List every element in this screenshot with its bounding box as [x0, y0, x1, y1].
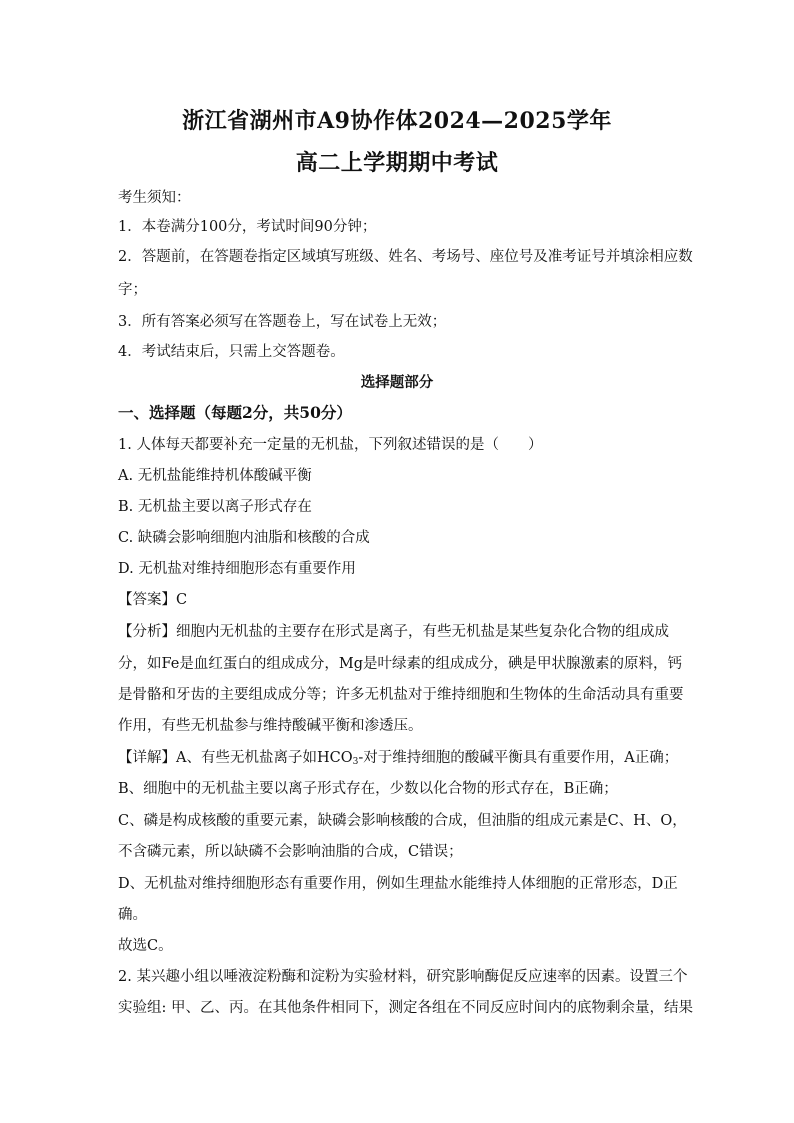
detail-a-text: 【详解】A、有些无机盐离子如HCO	[118, 750, 353, 766]
analysis-line: 分，如Fe是血红蛋白的组成成分，Mg是叶绿素的组成成分，碘是甲状腺激素的原料，钙	[118, 656, 682, 672]
analysis-line: 是骨骼和牙齿的主要组成成分等；许多无机盐对于维持细胞和生物体的生命活动具有重要	[118, 687, 684, 703]
exam-title-line2: 高二上学期期中考试	[295, 150, 499, 176]
detail-line: 不含磷元素，所以缺磷不会影响油脂的合成，C错误；	[118, 844, 463, 860]
detail-line-a	[118, 748, 683, 772]
detail-line: D、无机盐对维持细胞形态有重要作用，例如生理盐水能维持人体细胞的正常形态，D正	[118, 876, 678, 892]
question-1-stem: 1. 人体每天都要补充一定量的无机盐，下列叙述错误的是（ ）	[118, 437, 543, 453]
question-1-option-a: A. 无机盐能维持机体酸碱平衡	[118, 468, 312, 484]
notice-item: 1．本卷满分100分，考试时间90分钟；	[118, 219, 377, 235]
question-2-line: 2. 某兴趣小组以唾液淀粉酶和淀粉为实验材料，研究影响酶促反应速率的因素。设置三个	[118, 969, 688, 985]
detail-line: 确。	[118, 907, 147, 923]
part-title: 选择题部分	[360, 374, 434, 391]
notice-item: 4．考试结束后，只需上交答题卷。	[118, 344, 345, 360]
notice-item: 2．答题前，在答题卷指定区域填写班级、姓名、考场号、座位号及准考证号并填涂相应数	[118, 249, 693, 265]
notice-heading: 考生须知：	[118, 190, 191, 206]
question-1-answer: 【答案】C	[118, 592, 188, 608]
detail-conclusion: 故选C。	[118, 938, 173, 954]
question-1-option-d: D. 无机盐对维持细胞形态有重要作用	[118, 561, 356, 577]
section-heading: 一、选择题（每题2分，共50分）	[118, 403, 352, 422]
detail-a-subscript: 3	[352, 757, 359, 767]
exam-title-line1: 浙江省湖州市A9协作体2024—2025学年	[182, 108, 612, 134]
detail-line: B、细胞中的无机盐主要以离子形式存在，少数以化合物的形式存在，B正确；	[118, 781, 618, 797]
detail-a-text-rest: -对于维持细胞的酸碱平衡具有重要作用，A正确；	[358, 750, 679, 766]
question-1-option-b: B. 无机盐主要以离子形式存在	[118, 499, 312, 515]
detail-line: C、磷是构成核酸的重要元素，缺磷会影响核酸的合成，但油脂的组成元素是C、H、O，	[118, 813, 687, 829]
analysis-line: 【分析】细胞内无机盐的主要存在形式是离子，有些无机盐是某些复杂化合物的组成成	[118, 624, 669, 640]
question-2-line: 实验组: 甲、乙、丙。在其他条件相同下，测定各组在不同反应时间内的底物剩余量，结果	[118, 1000, 693, 1016]
notice-item: 3．所有答案必须写在答题卷上，写在试卷上无效；	[118, 314, 447, 330]
notice-item: 字；	[118, 282, 147, 298]
question-1-option-c: C. 缺磷会影响细胞内油脂和核酸的合成	[118, 530, 370, 546]
analysis-line: 作用，有些无机盐参与维持酸碱平衡和渗透压。	[118, 718, 423, 734]
